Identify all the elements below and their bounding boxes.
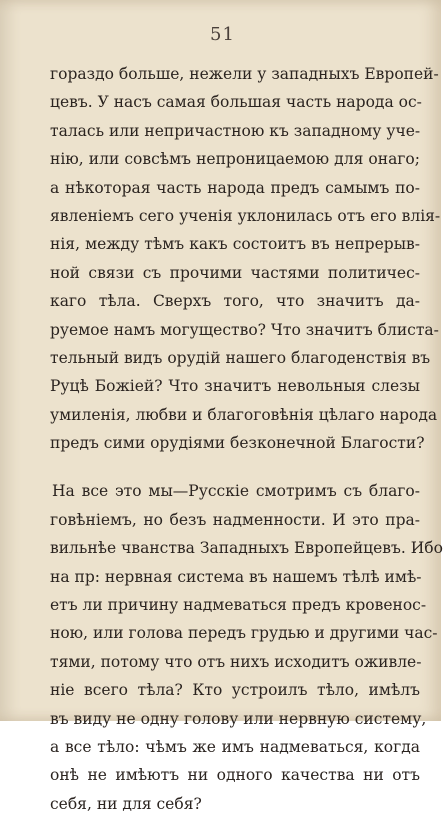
text-line: ніе всего тѣла? Кто устроилъ тѣло, имѣлъ — [50, 681, 420, 700]
text-line: Руцѣ Божіей? Что значитъ невольныя слезы — [50, 377, 420, 396]
paragraph-2 — [50, 477, 443, 818]
text-line: а нѣкоторая часть народа предъ самымъ по- — [50, 178, 420, 197]
text-line: говѣніемъ, но безъ надменности. И это пра- — [50, 510, 420, 529]
page-text — [50, 60, 443, 818]
text-line: нію, или совсѣмъ непроницаемою для онаго; — [50, 150, 420, 169]
text-line: тями, потому что отъ нихъ исходитъ оживле- — [50, 652, 422, 671]
text-line: ной связи съ прочими частями политичес- — [50, 263, 420, 282]
text-line: На все это мы—Русскіе смотримъ съ благо- — [52, 482, 420, 501]
text-line: вильнѣе чванства Западныхъ Европейцевъ. Ибо — [50, 539, 443, 558]
paragraph-spacer — [50, 457, 420, 477]
text-line: ною, или голова передъ грудью и другими час- — [50, 624, 438, 643]
text-line: тельный видъ орудій нашего благоденствія въ — [50, 348, 431, 367]
text-line: етъ ли причину надмеваться предъ кровенос- — [50, 596, 427, 615]
text-line: талась или непричастною къ западному уче- — [50, 121, 421, 140]
text-line: себя, ни для себя? — [50, 794, 202, 813]
text-line: на пр: нервная система въ нашемъ тѣлѣ имѣ- — [50, 567, 422, 586]
text-line: нія, между тѣмъ какъ состоитъ въ непрерыв- — [50, 235, 420, 254]
text-line: онѣ не имѣютъ ни одного качества ни отъ — [50, 766, 420, 785]
text-line: предъ сими орудіями безконечной Благости? — [50, 434, 425, 453]
text-line: явленіемъ сего ученія уклонилась отъ его влія- — [50, 206, 441, 225]
paragraph-1 — [50, 60, 441, 457]
text-line: въ виду не одну голову или нервную систему, — [50, 709, 427, 728]
text-line: гораздо больше, нежели у западныхъ Европей- — [50, 65, 439, 83]
text-line: руемое намъ могущество? Что значитъ блиста- — [50, 320, 439, 339]
text-line: каго тѣла. Сверхъ того, что значитъ да- — [50, 292, 420, 311]
text-line: цевъ. У насъ самая большая часть народа ос- — [50, 93, 422, 112]
page-number: 51 — [210, 24, 235, 45]
text-line: умиленія, любви и благоговѣнія цѣлаго народа — [50, 405, 438, 424]
text-line: а все тѣло: чѣмъ же имъ надмеваться, когда — [50, 737, 420, 756]
